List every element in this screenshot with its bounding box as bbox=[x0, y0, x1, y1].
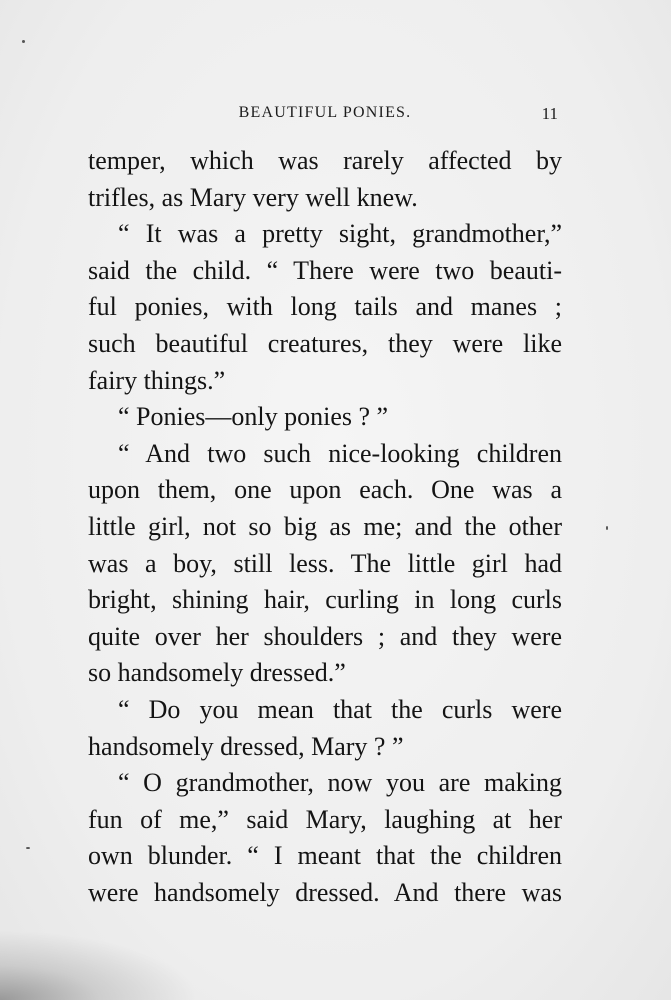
text-line: such beautiful creatures, they were like bbox=[88, 328, 562, 358]
text-line: quite over her shoulders ; and they were bbox=[88, 621, 562, 651]
ink-speck bbox=[22, 40, 25, 43]
text-line: fun of me,” said Mary, laughing at her bbox=[88, 804, 562, 834]
text-line: upon them, one upon each. One was a bbox=[88, 475, 562, 505]
text-line: trifles, as Mary very well knew. bbox=[88, 182, 418, 212]
text-line: “ Do you mean that the curls were bbox=[118, 694, 562, 724]
text-line: “ Ponies—only ponies ? ” bbox=[118, 402, 389, 432]
ink-speck bbox=[26, 847, 30, 849]
text-line: said the child. “ There were two beauti- bbox=[88, 255, 562, 285]
text-line: was a boy, still less. The little girl had bbox=[88, 548, 562, 578]
text-line: temper, which was rarely affected by bbox=[88, 146, 562, 175]
text-line: handsomely dressed, Mary ? ” bbox=[88, 731, 404, 761]
text-line: little girl, not so big as me; and the other bbox=[88, 511, 562, 541]
text-line: bright, shining hair, curling in long curls bbox=[88, 585, 562, 615]
ink-speck bbox=[606, 526, 608, 530]
text-line: ful ponies, with long tails and manes ; bbox=[88, 292, 562, 322]
page-edge-shadow bbox=[0, 930, 200, 1000]
text-line: “ It was a pretty sight, grandmother,” bbox=[118, 219, 562, 249]
text-line: “ And two such nice-looking children bbox=[118, 438, 562, 468]
running-header bbox=[88, 104, 562, 130]
text-line: own blunder. “ I meant that the children bbox=[88, 841, 562, 871]
page-number: 11 bbox=[541, 104, 558, 123]
text-line: fairy things.” bbox=[88, 365, 226, 395]
text-line: were handsomely dressed. And there was bbox=[88, 877, 562, 907]
running-title: BEAUTIFUL PONIES. bbox=[238, 104, 412, 121]
text-line: “ O grandmother, now you are making bbox=[118, 768, 562, 798]
body-text bbox=[88, 143, 562, 911]
text-line: so handsomely dressed.” bbox=[88, 658, 346, 688]
